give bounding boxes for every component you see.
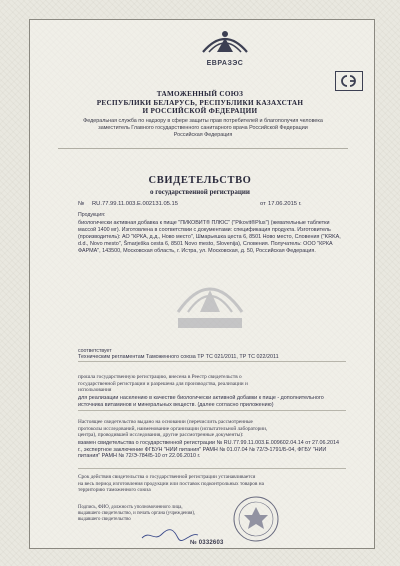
product-description: биологически активная добавка к пище "ПИКОВИТ® ПЛЮС" ("Pikovit®Plus") (жевательные таблетки массой 1400 мг). Изготовлена в соответствии с документами: спецификация продукта. Изготовитель (производитель): АО "КРКА, д.д., Ново место", Шмарьешка цеста 6, 8501 Ново место, Словения ("KRKA, d.d., Novo mesto", Šmarješka cesta 6, 8501 Novo mesto, Slovenija), Словения. Получатель: ООО "КРКА ФАРМА", 143500, Московская область, г. Истра, ул. Московская, д. 50, Российская Федерация. [78,220,341,254]
header-divider [58,148,348,149]
issued-note-line: протоколы исследований, наименование организации (испытательной лаборатории, [78,425,268,432]
issuing-union-header [40,90,360,116]
registration-note-line: государственной регистрации и разрешена для производства, реализации и [78,380,248,387]
header-line: ТАМОЖЕННЫЙ СОЮЗ [156,90,244,98]
official-seal-icon [232,495,280,543]
header-line: РЕСПУБЛИКИ БЕЛАРУСЬ, РЕСПУБЛИКИ КАЗАХСТАН [96,98,304,107]
registration-date-label: от [260,201,266,207]
serial-number: № 0332603 [190,540,224,546]
registration-number: RU.77.99.11.003.Е.002131.05.15 [92,201,178,207]
signatory-line: Подпись, ФИО, должность уполномоченного лица, [78,505,183,510]
basis-documents: взамен свидетельства о государственной регистрации № RU.77.99.11.003.Е.009602.04.14 от 27.06.2014 г., экспертное заключение ФГБУН "НИИ питания" РАМН № 01.07.04 № 72/Э-1791/Б-04, ФГБУ "НИИ питания" РАМН № 72/Э-784/Б-10 от 22.06.2010 г. [78,440,340,460]
validity-note [78,474,344,494]
basis-underline [78,468,346,469]
header-line: И РОССИЙСКОЙ ФЕДЕРАЦИИ [142,107,258,116]
registration-note [78,374,344,394]
issued-note-line: Настоящее свидетельство выдано на основании (перечислить рассмотренные [78,419,253,425]
signatory-line: выдавшего свидетельство [78,517,131,522]
signatory-block [78,505,238,523]
usage-text: для реализации населению в качестве биологически активной добавки к пище - дополнительного источника витаминов и минеральных веществ. (далее согласно приложению) [78,395,324,408]
validity-line: территорию таможенного союза [78,487,151,494]
issuing-agency [72,118,334,138]
issued-note-line: центра), проводившей исследования, другие рассмотренные документы): [78,432,244,439]
issued-basis-note [78,419,344,439]
eurasec-emblem-icon [195,22,255,62]
usage-underline [78,410,346,411]
compliance-underline [78,361,346,362]
validity-line: Срок действия свидетельства о государственной регистрации устанавливается [78,474,256,480]
signatory-line: выдавшего свидетельство, и печать органа (учреждения), [78,511,196,516]
agency-line: Российская Федерация [173,131,233,138]
registration-number-label: № [78,201,85,207]
agency-line: Федеральная служба по надзору в сфере защиты прав потребителей и благополучия человека [83,118,323,124]
registration-date: 17.06.2015 г. [268,201,302,207]
document-title: СВИДЕТЕЛЬСТВО [148,175,252,186]
agency-line: заместитель Главного государственного санитарного врача Российской Федерации [98,124,308,131]
compliance-text: Техническим регламентам Таможенного союза ТР ТС 021/2011, ТР ТС 022/2011 [78,354,279,360]
validity-line: на весь период изготовления продукции или поставок подконтрольных товаров на [78,480,264,487]
customs-union-mark-icon [335,71,363,91]
compliance-label: соответствует [78,348,112,354]
eurasec-watermark-icon [170,262,250,336]
registration-note-line: использования [78,387,112,394]
eurasec-logo-text: ЕВРАЗЭС [206,60,244,67]
registration-note-line: прошла государственную регистрацию, внесена в Реестр свидетельств о [78,374,242,380]
product-label: Продукция: [78,212,106,218]
document-subtitle: о государственной регистрации [150,188,250,196]
